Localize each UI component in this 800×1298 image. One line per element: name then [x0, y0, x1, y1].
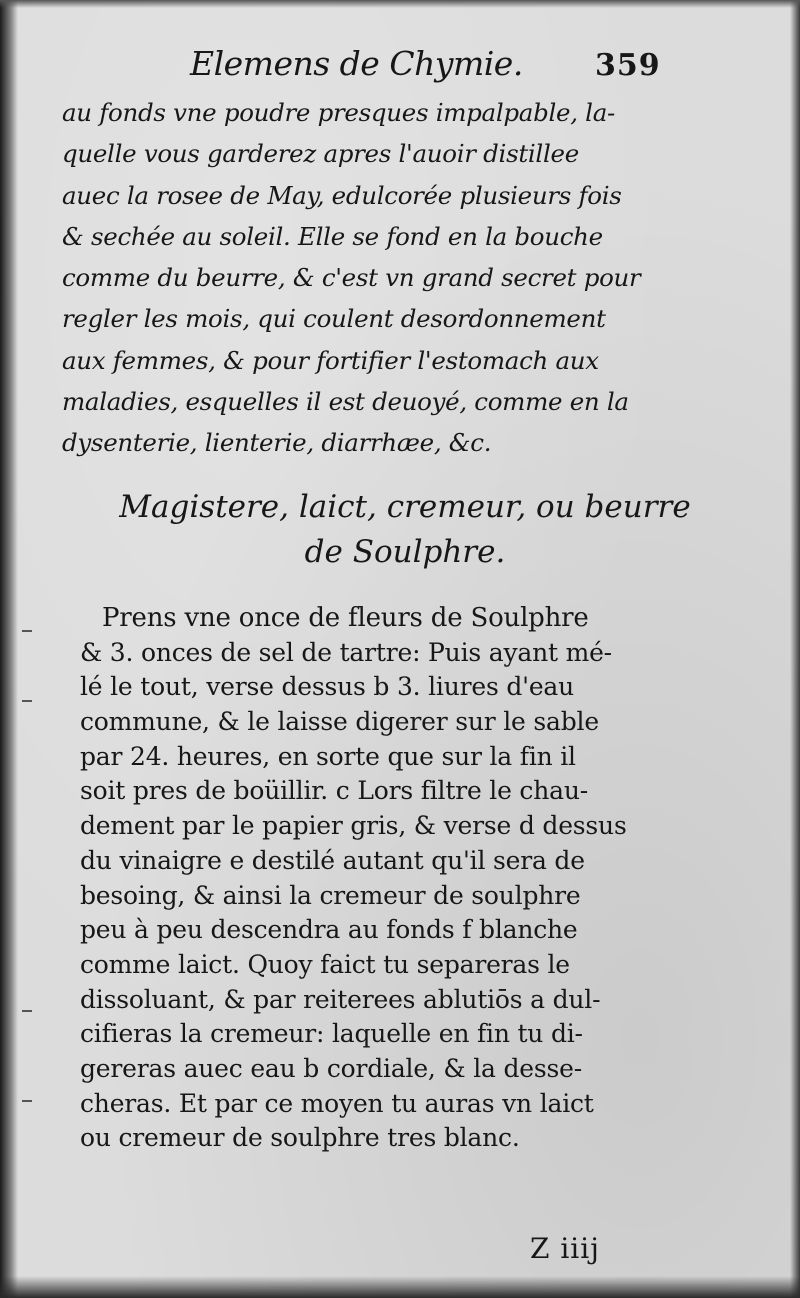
- text-line: comme laict. Quoy faict tu separeras le: [80, 949, 570, 979]
- recipe-body: [80, 601, 770, 1156]
- margin-mark: [22, 630, 32, 632]
- text-line: lé le tout, verse dessus b 3. liures d'eau: [80, 672, 575, 702]
- binding-shadow: [0, 0, 18, 1298]
- italic-paragraph: [62, 92, 752, 464]
- right-edge-shadow: [790, 0, 800, 1298]
- title-line: Magistere, laict, cremeur, ou beurre: [119, 489, 691, 525]
- text-line: maladies, esquelles il est deuoyé, comme en la: [62, 387, 629, 417]
- recipe-title: [60, 485, 750, 575]
- margin-mark: [22, 1010, 32, 1012]
- margin-mark: [22, 700, 32, 702]
- title-line: de Soulphre.: [304, 534, 506, 570]
- text-line: cheras. Et par ce moyen tu auras vn laict: [80, 1088, 594, 1118]
- text-line: comme du beurre, & c'est vn grand secret pour: [62, 263, 641, 293]
- top-edge-shadow: [0, 0, 800, 8]
- signature-mark: Z iiij: [530, 1232, 600, 1265]
- text-line: par 24. heures, en sorte que sur la fin il: [80, 741, 576, 771]
- text-line: soit pres de boüillir. c Lors filtre le chau-: [80, 776, 588, 806]
- text-line: commune, & le laisse digerer sur le sable: [80, 707, 599, 737]
- text-line: au fonds vne poudre presques impalpable, la-: [62, 98, 616, 127]
- page-number: 359: [595, 48, 661, 83]
- margin-mark: [22, 1100, 32, 1102]
- page-header: [60, 40, 760, 96]
- bottom-edge-shadow: [0, 1276, 800, 1298]
- text-line: peu à peu descendra au fonds f blanche: [80, 915, 578, 945]
- running-head: Elemens de Chymie.: [190, 44, 523, 83]
- text-line: aux femmes, & pour fortifier l'estomach aux: [62, 345, 599, 375]
- text-line: dysenterie, lienterie, diarrhæe, &c.: [62, 428, 492, 458]
- text-line: auec la rosee de May, edulcorée plusieurs fois: [62, 180, 622, 210]
- text-line: dissoluant, & par reiterees ablutiōs a dul-: [80, 984, 601, 1014]
- text-line: dement par le papier gris, & verse d dessus: [80, 811, 627, 841]
- text-line: Prens vne once de fleurs de Soulphre: [102, 603, 589, 633]
- text-line: besoing, & ainsi la cremeur de soulphre: [80, 880, 581, 910]
- text-line: regler les mois, qui coulent desordonnement: [62, 304, 606, 334]
- text-line: quelle vous garderez apres l'auoir distillee: [62, 139, 579, 169]
- text-line: gereras auec eau b cordiale, & la desse-: [80, 1053, 582, 1083]
- text-line: & sechée au soleil. Elle se fond en la bouche: [62, 221, 603, 251]
- text-line: & 3. onces de sel de tartre: Puis ayant mé-: [80, 637, 612, 667]
- text-line: du vinaigre e destilé autant qu'il sera de: [80, 845, 585, 875]
- text-line: cifieras la cremeur: laquelle en fin tu di-: [80, 1019, 583, 1049]
- text-line: ou cremeur de soulphre tres blanc.: [80, 1123, 520, 1153]
